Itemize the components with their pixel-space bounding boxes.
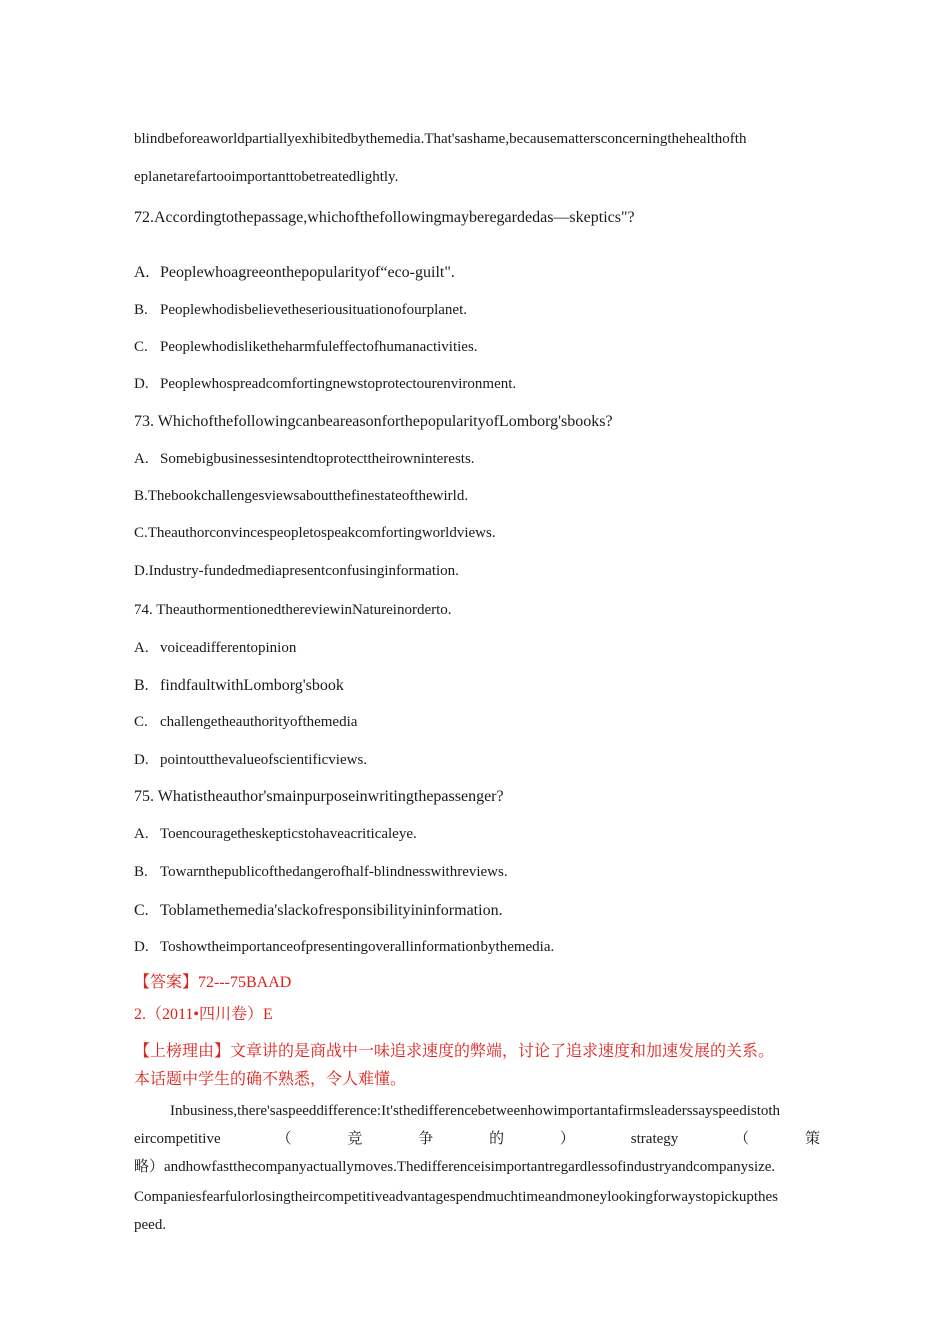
option-letter: C. bbox=[134, 339, 148, 355]
answer-option bbox=[134, 938, 554, 956]
answer-option: B.Thebookchallengesviewsaboutthefinestateofthewirld. bbox=[134, 488, 469, 504]
answer-option bbox=[134, 677, 344, 695]
option-text: Towarnthepublicofthedangerofhalf-blindnesswithreviews. bbox=[160, 864, 508, 880]
paragraph-line-justified bbox=[134, 1130, 820, 1148]
answer-option bbox=[134, 639, 296, 657]
option-letter: D. bbox=[134, 939, 149, 955]
answer-option bbox=[134, 338, 478, 356]
paragraph-line: Companiesfearfulorlosingtheircompetitiveadvantagespendmuchtimeandmoneylookingforwaystopickupthes bbox=[134, 1189, 778, 1205]
question-stem: 74. TheauthormentionedthereviewinNatureinorderto. bbox=[134, 602, 452, 618]
answer-option bbox=[134, 863, 508, 881]
passage-line: eplanetarefartooimportanttobetreatedlightly. bbox=[134, 169, 399, 185]
question-stem: 73. WhichofthefollowingcanbeareasonforthepopularityofLomborg'sbooks? bbox=[134, 413, 613, 430]
answer-option bbox=[134, 713, 357, 731]
option-text: challengetheauthorityofthemedia bbox=[160, 714, 358, 730]
question-stem: 75. Whatistheauthor'smainpurposeinwritingthepassenger? bbox=[134, 788, 504, 805]
answer-option bbox=[134, 825, 417, 843]
option-letter: A. bbox=[134, 451, 149, 467]
option-letter: D. bbox=[134, 752, 149, 768]
question-stem: 72.Accordingtothepassage,whichofthefollowingmayberegardedas—skeptics"? bbox=[134, 209, 635, 226]
option-text: Toshowtheimportanceofpresentingoverallinformationbythemedia. bbox=[160, 939, 555, 955]
option-text: pointoutthevalueofscientificviews. bbox=[160, 752, 368, 768]
answer-option: D.Industry-fundedmediapresentconfusinginformation. bbox=[134, 563, 459, 579]
option-text: voiceadifferentopinion bbox=[160, 640, 297, 656]
option-text: findfaultwithLomborg'sbook bbox=[160, 677, 344, 694]
option-text: Peoplewhodisliketheharmfuleffectofhumanactivities. bbox=[160, 339, 478, 355]
paragraph-line: Inbusiness,there'saspeeddifference:It'sthedifferencebetweenhowimportantafirmsleaderssayspeedistoth bbox=[170, 1103, 781, 1119]
paragraph-token: 的 bbox=[489, 1131, 505, 1147]
section-heading: 2.（2011•四川卷）E bbox=[134, 1006, 273, 1023]
answer-option bbox=[134, 450, 475, 468]
option-letter: B. bbox=[134, 677, 149, 694]
option-text: Peoplewhospreadcomfortingnewstoprotectourenvironment. bbox=[160, 376, 517, 392]
paragraph-line: 略）andhowfastthecompanyactuallymoves.Thedifferenceisimportantregardlessofindustryandcompanysize. bbox=[134, 1159, 776, 1175]
option-letter: A. bbox=[134, 640, 149, 656]
option-letter: B. bbox=[134, 302, 148, 318]
answer-option bbox=[134, 902, 503, 920]
option-text: Toencouragetheskepticstohaveacriticaleye. bbox=[160, 826, 417, 842]
paragraph-token: （ bbox=[734, 1131, 750, 1147]
reason-line: 本话题中学生的确不熟悉，令人难懂。 bbox=[134, 1071, 407, 1088]
answer-key: 【答案】72---75BAAD bbox=[134, 974, 292, 991]
answer-option: C.Theauthorconvincespeopletospeakcomfortingworldviews. bbox=[134, 525, 496, 541]
paragraph-token: strategy bbox=[630, 1131, 679, 1147]
answer-option bbox=[134, 375, 516, 393]
paragraph-token: （ bbox=[276, 1131, 292, 1147]
option-letter: D. bbox=[134, 376, 149, 392]
option-text: Toblamethemedia'slackofresponsibilityininformation. bbox=[160, 902, 503, 919]
option-letter: A. bbox=[134, 826, 149, 842]
paragraph-token: ） bbox=[559, 1131, 575, 1147]
answer-option bbox=[134, 751, 367, 769]
paragraph-token: 争 bbox=[418, 1131, 434, 1147]
passage-line: blindbeforeaworldpartiallyexhibitedbythemedia.That'sashame,becausemattersconcerningthehealthofth bbox=[134, 131, 747, 147]
option-letter: C. bbox=[134, 902, 149, 919]
paragraph-token: 竞 bbox=[347, 1131, 363, 1147]
option-letter: A. bbox=[134, 264, 150, 281]
paragraph-token: 策 bbox=[804, 1131, 820, 1147]
option-letter: B. bbox=[134, 864, 148, 880]
option-text: Peoplewhoagreeonthepopularityof“eco-guilt". bbox=[160, 264, 455, 281]
option-text: Peoplewhodisbelievetheseriousituationofourplanet. bbox=[160, 302, 468, 318]
paragraph-token: eircompetitive bbox=[134, 1131, 221, 1147]
answer-option bbox=[134, 301, 467, 319]
option-text: Somebigbusinessesintendtoprotecttheirowninterests. bbox=[160, 451, 475, 467]
paragraph-line: peed. bbox=[134, 1217, 167, 1233]
option-letter: C. bbox=[134, 714, 148, 730]
answer-option bbox=[134, 264, 455, 282]
reason-line: 【上榜理由】文章讲的是商战中一味追求速度的弊端，讨论了追求速度和加速发展的关系。 bbox=[134, 1043, 775, 1060]
